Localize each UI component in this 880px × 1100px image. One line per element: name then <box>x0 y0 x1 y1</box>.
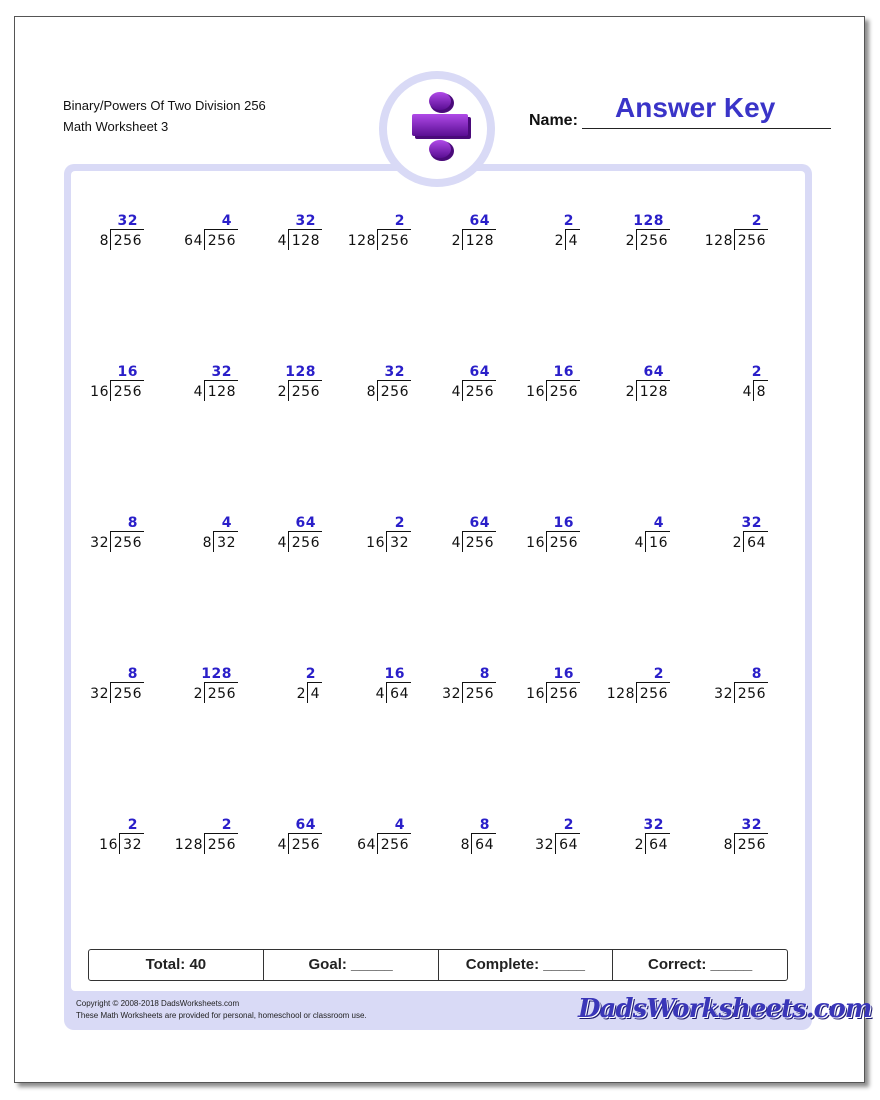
dividend: 256 <box>110 531 144 552</box>
division-problem <box>64 817 144 861</box>
dividend: 128 <box>462 229 496 250</box>
division-problem <box>500 817 580 861</box>
worksheet-subtitle: Math Worksheet 3 <box>63 119 169 134</box>
division-problem <box>590 515 670 559</box>
division-problem <box>64 515 144 559</box>
divisor: 16 <box>526 384 545 400</box>
division-problem <box>331 666 411 710</box>
quotient: 16 <box>384 666 405 682</box>
division-sign-icon <box>387 79 487 179</box>
division-problem <box>64 213 144 257</box>
divisor: 8 <box>99 233 109 249</box>
quotient: 64 <box>469 213 490 229</box>
division-problem <box>688 515 768 559</box>
divisor: 128 <box>704 233 733 249</box>
quotient: 128 <box>285 364 316 380</box>
quotient: 64 <box>469 515 490 531</box>
dividend: 128 <box>636 380 670 401</box>
goal-cell: Goal: _____ <box>263 950 438 980</box>
quotient: 2 <box>751 213 762 229</box>
quotient: 32 <box>643 817 664 833</box>
divisor: 2 <box>625 384 635 400</box>
division-problem <box>331 364 411 408</box>
divisor: 2 <box>277 384 287 400</box>
division-problem <box>688 666 768 710</box>
dividend: 32 <box>386 531 411 552</box>
dividend: 256 <box>462 531 496 552</box>
divisor: 4 <box>742 384 752 400</box>
division-problem <box>331 213 411 257</box>
footer-notice <box>76 998 367 1022</box>
score-bar <box>88 949 788 981</box>
dividend: 4 <box>565 229 580 250</box>
dividend: 256 <box>110 682 144 703</box>
division-problem <box>158 213 238 257</box>
quotient: 16 <box>553 515 574 531</box>
dividend: 256 <box>204 833 238 854</box>
complete-cell: Complete: _____ <box>438 950 613 980</box>
quotient: 8 <box>479 666 490 682</box>
quotient: 64 <box>295 817 316 833</box>
dividend: 4 <box>307 682 322 703</box>
dividend: 128 <box>204 380 238 401</box>
divisor: 32 <box>90 535 109 551</box>
division-problem <box>158 364 238 408</box>
total-cell: Total: 40 <box>145 956 207 973</box>
name-label: Name: <box>529 112 578 129</box>
dividend: 256 <box>734 229 768 250</box>
quotient: 2 <box>127 817 138 833</box>
quotient: 32 <box>741 817 762 833</box>
dividend: 64 <box>386 682 411 703</box>
dividend: 256 <box>546 682 580 703</box>
divisor: 4 <box>634 535 644 551</box>
divisor: 2 <box>554 233 564 249</box>
division-problem <box>242 213 322 257</box>
division-problem <box>590 666 670 710</box>
divisor: 4 <box>375 686 385 702</box>
quotient: 32 <box>295 213 316 229</box>
divisor: 4 <box>277 837 287 853</box>
dividend: 256 <box>546 531 580 552</box>
divisor: 4 <box>451 384 461 400</box>
division-problem <box>590 364 670 408</box>
division-problem <box>64 364 144 408</box>
divisor: 64 <box>184 233 203 249</box>
divisor: 128 <box>606 686 635 702</box>
division-problem <box>500 213 580 257</box>
quotient: 2 <box>221 817 232 833</box>
division-problem <box>500 364 580 408</box>
division-problem <box>64 666 144 710</box>
dividend: 64 <box>555 833 580 854</box>
quotient: 4 <box>394 817 405 833</box>
division-problem <box>158 666 238 710</box>
divisor: 16 <box>526 686 545 702</box>
dividend: 256 <box>288 531 322 552</box>
quotient: 4 <box>221 515 232 531</box>
dividend: 256 <box>288 380 322 401</box>
divisor: 2 <box>296 686 306 702</box>
quotient: 64 <box>295 515 316 531</box>
divisor: 32 <box>714 686 733 702</box>
division-problem <box>158 515 238 559</box>
quotient: 32 <box>384 364 405 380</box>
quotient: 4 <box>221 213 232 229</box>
dividend: 64 <box>471 833 496 854</box>
quotient: 64 <box>643 364 664 380</box>
dividend: 64 <box>645 833 670 854</box>
divisor: 32 <box>90 686 109 702</box>
quotient: 128 <box>633 213 664 229</box>
name-underline <box>582 128 831 129</box>
quotient: 2 <box>751 364 762 380</box>
dividend: 256 <box>377 380 411 401</box>
divisor: 8 <box>460 837 470 853</box>
dividend: 256 <box>734 833 768 854</box>
division-problem <box>416 364 496 408</box>
divisor: 16 <box>366 535 385 551</box>
dividend: 64 <box>743 531 768 552</box>
dividend: 256 <box>636 229 670 250</box>
correct-cell: Correct: _____ <box>612 950 787 980</box>
name-field <box>529 92 831 132</box>
quotient: 8 <box>127 515 138 531</box>
divisor: 4 <box>277 535 287 551</box>
answer-key-label: Answer Key <box>615 92 776 123</box>
division-problem <box>688 817 768 861</box>
dividend: 256 <box>734 682 768 703</box>
divisor: 2 <box>732 535 742 551</box>
brand-logo: DadsWorksheets.com <box>578 994 872 1024</box>
divisor: 2 <box>634 837 644 853</box>
divisor: 2 <box>451 233 461 249</box>
quotient: 8 <box>751 666 762 682</box>
divisor: 4 <box>277 233 287 249</box>
usage-notice: These Math Worksheets are provided for personal, homeschool or classroom use. <box>76 1011 367 1020</box>
divisor: 32 <box>535 837 554 853</box>
quotient: 2 <box>305 666 316 682</box>
divisor: 2 <box>625 233 635 249</box>
quotient: 2 <box>563 213 574 229</box>
dividend: 256 <box>462 682 496 703</box>
dividend: 32 <box>213 531 238 552</box>
divisor: 16 <box>99 837 118 853</box>
quotient: 32 <box>211 364 232 380</box>
dividend: 256 <box>462 380 496 401</box>
divisor: 128 <box>174 837 203 853</box>
dividend: 256 <box>636 682 670 703</box>
division-problem <box>500 666 580 710</box>
division-problem <box>688 213 768 257</box>
division-problem <box>416 515 496 559</box>
division-problem <box>416 817 496 861</box>
quotient: 32 <box>741 515 762 531</box>
dividend: 256 <box>288 833 322 854</box>
quotient: 16 <box>117 364 138 380</box>
division-problem <box>590 213 670 257</box>
division-problem <box>158 817 238 861</box>
division-problem <box>242 817 322 861</box>
divisor: 64 <box>357 837 376 853</box>
worksheet-title: Binary/Powers Of Two Division 256 <box>63 98 266 113</box>
dividend: 256 <box>377 229 411 250</box>
quotient: 4 <box>653 515 664 531</box>
dividend: 8 <box>753 380 768 401</box>
division-problem <box>500 515 580 559</box>
divisor: 8 <box>202 535 212 551</box>
dividend: 256 <box>110 229 144 250</box>
division-problem <box>688 364 768 408</box>
divisor: 8 <box>366 384 376 400</box>
dividend: 32 <box>119 833 144 854</box>
quotient: 64 <box>469 364 490 380</box>
dividend: 256 <box>110 380 144 401</box>
division-problem <box>242 364 322 408</box>
division-problem <box>416 666 496 710</box>
logo-badge <box>379 71 495 187</box>
divisor: 128 <box>347 233 376 249</box>
copyright-text: Copyright © 2008-2018 DadsWorksheets.com <box>76 999 240 1008</box>
quotient: 2 <box>394 213 405 229</box>
divisor: 8 <box>723 837 733 853</box>
quotient: 2 <box>394 515 405 531</box>
divisor: 16 <box>90 384 109 400</box>
quotient: 8 <box>127 666 138 682</box>
division-problem <box>331 817 411 861</box>
division-problem <box>242 666 322 710</box>
quotient: 32 <box>117 213 138 229</box>
dividend: 16 <box>645 531 670 552</box>
divisor: 32 <box>442 686 461 702</box>
problems-frame <box>64 164 812 1030</box>
division-problem <box>242 515 322 559</box>
division-problem <box>331 515 411 559</box>
divisor: 16 <box>526 535 545 551</box>
divisor: 2 <box>193 686 203 702</box>
worksheet-header <box>63 95 266 137</box>
quotient: 16 <box>553 364 574 380</box>
dividend: 256 <box>204 682 238 703</box>
dividend: 128 <box>288 229 322 250</box>
problems-grid <box>71 171 805 991</box>
divisor: 4 <box>451 535 461 551</box>
quotient: 2 <box>653 666 664 682</box>
dividend: 256 <box>377 833 411 854</box>
quotient: 8 <box>479 817 490 833</box>
quotient: 16 <box>553 666 574 682</box>
divisor: 4 <box>193 384 203 400</box>
quotient: 2 <box>563 817 574 833</box>
division-problem <box>416 213 496 257</box>
dividend: 256 <box>204 229 238 250</box>
quotient: 128 <box>201 666 232 682</box>
division-problem <box>590 817 670 861</box>
dividend: 256 <box>546 380 580 401</box>
